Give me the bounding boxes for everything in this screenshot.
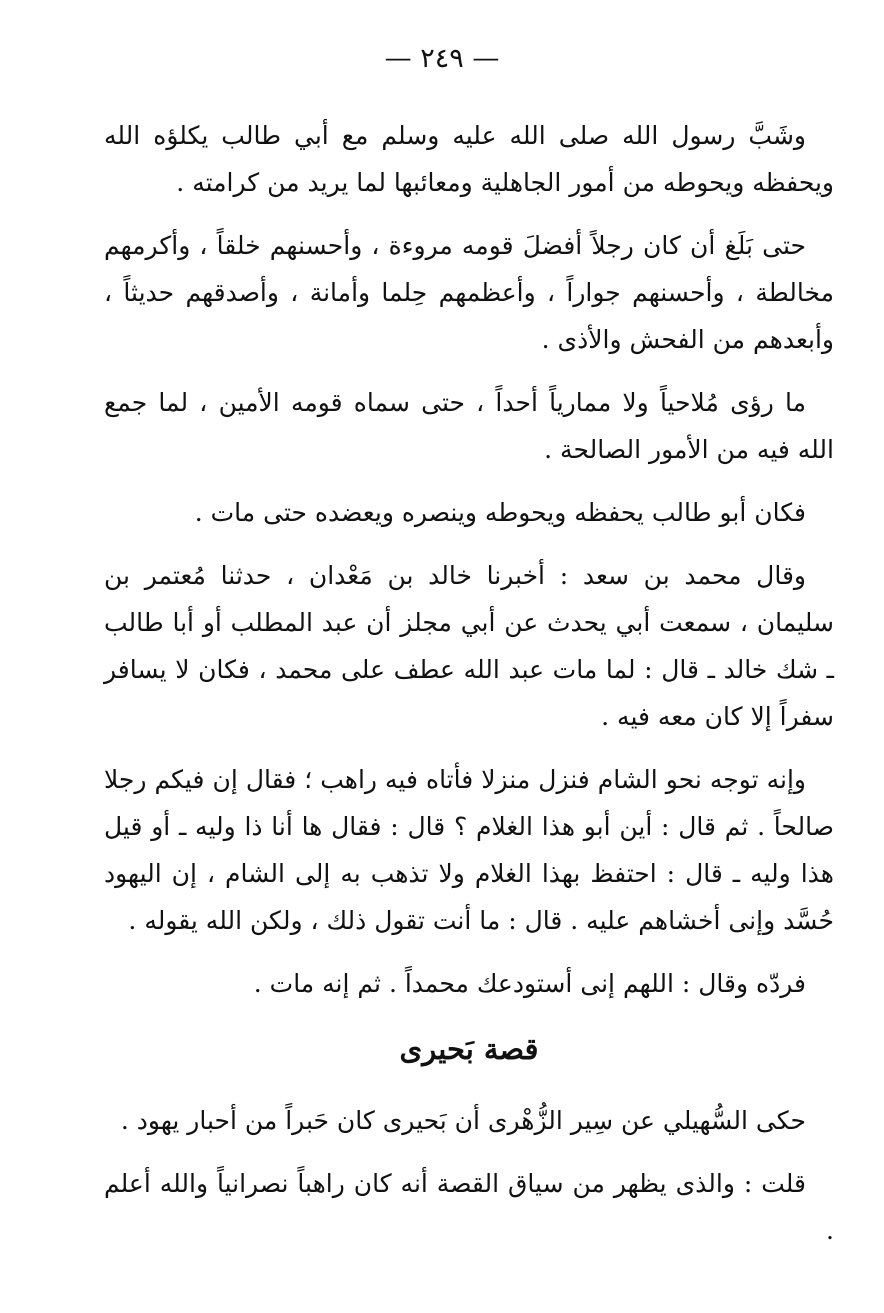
paragraph: فكان أبو طالب يحفظه ويحوطه وينصره ويعضده حتى مات . [194, 498, 806, 527]
paragraph: فردّه وقال : اللهم إنى أستودعك محمداً . ثم إنه مات . [253, 969, 806, 998]
paragraph: وشَبَّ رسول الله صلى الله عليه وسلم مع أبي طالب يكلؤه الله ويحفظه ويحوطه من أمور الجاهلية ومعائبها لما يريد من كرامته . [104, 121, 834, 197]
paragraph: وقال محمد بن سعد : أخبرنا خالد بن مَعْدان ، حدثنا مُعتمر بن سليمان ، سمعت أبي يحدث عن أبي مجلز أن عبد المطلب أو أبا طالب ـ شك خالد ـ قال : لما مات عبد الله عطف على محمد ، فكان لا يسافر سفراً إلا كان معه فيه . [104, 561, 834, 731]
paragraph: ما رؤى مُلاحياً ولا ممارياً أحداً ، حتى سماه قومه الأمين ، لما جمع الله فيه من الأمور الصالحة . [104, 388, 834, 464]
page-number: — ٢٤٩ — [384, 43, 500, 74]
section-heading: قصة بَحيرى [399, 1032, 539, 1066]
paragraph: حتى بَلَغ أن كان رجلاً أفضلَ قومه مروءة ، وأحسنهم خلقاً ، وأكرمهم مخالطة ، وأحسنهم جواراً ، وأعظمهم حِلما وأمانة ، وأصدقهم حديثاً ، وأبعدهم من الفحش والأذى . [104, 231, 834, 354]
paragraph: وإنه توجه نحو الشام فنزل منزلا فأتاه فيه راهب ؛ فقال إن فيكم رجلا صالحاً . ثم قال : أين أبو هذا الغلام ؟ قال : فقال ها أنا ذا وليه ـ أو قيل هذا وليه ـ قال : احتفظ بهذا الغلام ولا تذهب به إلى الشام ، إن اليهود حُسَّد وإنى أخشاهم عليه . قال : ما أنت تقول ذلك ، ولكن الله يقوله . [104, 765, 834, 935]
page-text [104, 112, 834, 1270]
paragraph: حكى السُّهيلي عن سِير الزُّهْرى أن بَحيرى كان حَبراً من أحبار يهود . [120, 1106, 806, 1135]
paragraph: قلت : والذى يظهر من سياق القصة أنه كان راهباً نصرانياً والله أعلم . [104, 1169, 834, 1245]
